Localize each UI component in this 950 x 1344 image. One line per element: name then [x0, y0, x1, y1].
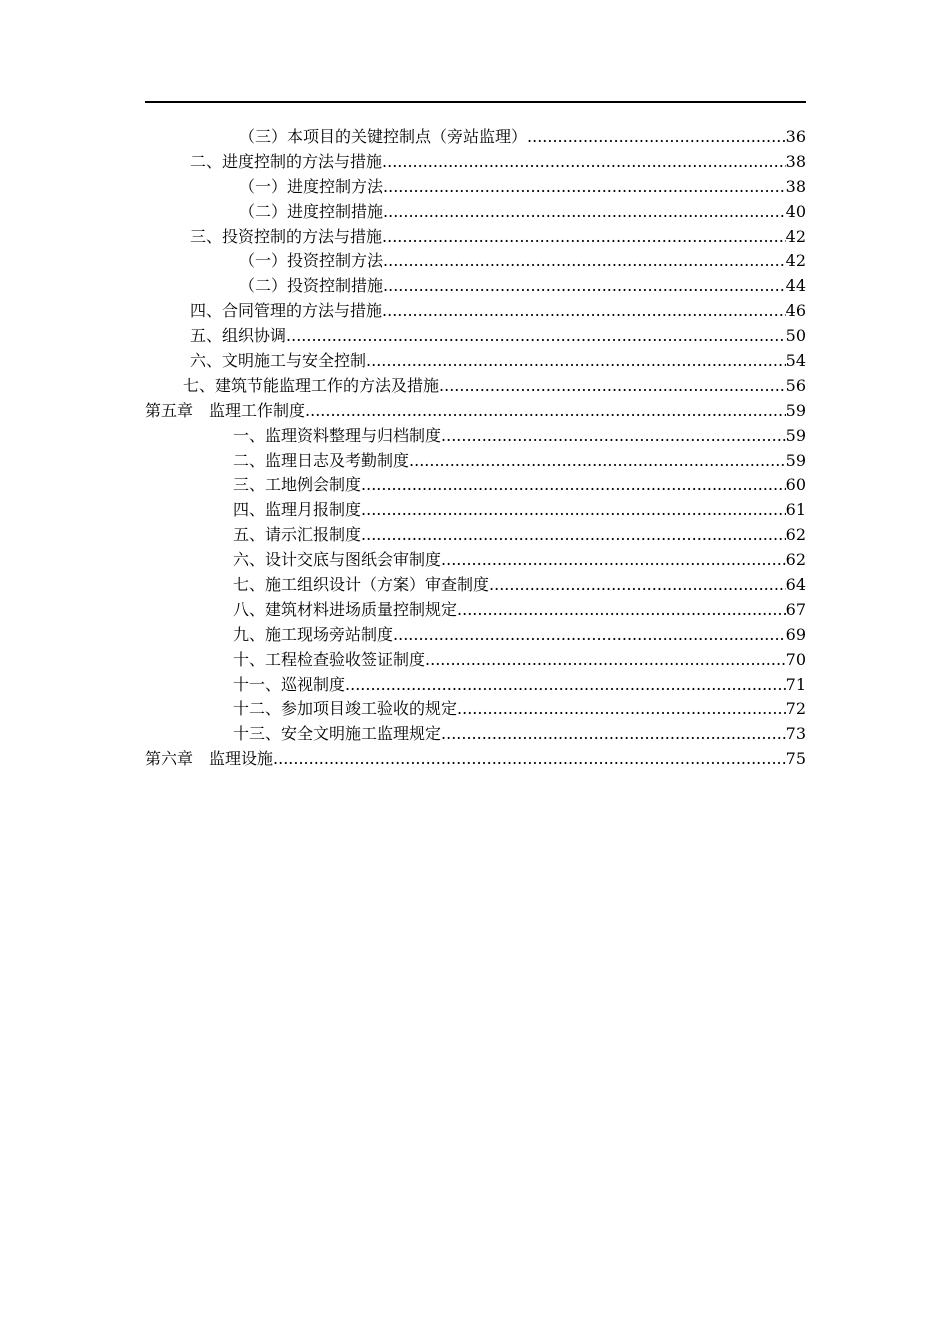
toc-dot-leader — [382, 299, 786, 324]
toc-entry-label: 第五章 监理工作制度 — [145, 400, 306, 420]
toc-entry[interactable] — [0, 274, 806, 299]
toc-dot-leader — [457, 598, 786, 623]
toc-dot-leader — [393, 623, 786, 648]
toc-entry[interactable] — [0, 324, 806, 349]
toc-dot-leader — [383, 200, 786, 225]
toc-entry[interactable] — [0, 150, 806, 175]
toc-entry-label: 八、建筑材料进场质量控制规定 — [233, 599, 458, 619]
toc-entry-label: 四、合同管理的方法与措施 — [190, 301, 383, 321]
toc-entry[interactable] — [0, 697, 806, 722]
toc-entry-label: 六、设计交底与图纸会审制度 — [233, 550, 442, 570]
toc-dot-leader — [366, 349, 786, 374]
toc-dot-leader — [457, 697, 786, 722]
toc-dot-leader — [383, 175, 786, 200]
toc-entry-label: 二、监理日志及考勤制度 — [233, 450, 410, 470]
toc-dot-leader — [286, 324, 786, 349]
toc-entry-page: 75 — [786, 747, 806, 772]
toc-dot-leader — [273, 747, 786, 772]
toc-entry[interactable] — [0, 498, 806, 523]
toc-entry-page: 59 — [786, 424, 806, 449]
toc-entry-page: 71 — [786, 673, 806, 698]
toc-dot-leader — [361, 473, 786, 498]
toc-entry-page: 61 — [786, 498, 806, 523]
toc-entry-label: 五、请示汇报制度 — [233, 525, 362, 545]
toc-entry[interactable] — [0, 200, 806, 225]
toc-entry[interactable] — [0, 573, 806, 598]
toc-dot-leader — [383, 274, 786, 299]
toc-entry[interactable] — [0, 548, 806, 573]
toc-entry-page: 59 — [786, 399, 806, 424]
table-of-contents — [0, 125, 950, 772]
toc-entry[interactable] — [0, 175, 806, 200]
toc-entry-label: 七、建筑节能监理工作的方法及措施 — [183, 375, 440, 395]
toc-entry-page: 67 — [786, 598, 806, 623]
toc-entry[interactable] — [0, 249, 806, 274]
toc-entry-label: 三、工地例会制度 — [233, 475, 362, 495]
toc-dot-leader — [441, 424, 786, 449]
toc-entry-page: 73 — [786, 722, 806, 747]
toc-entry[interactable] — [0, 722, 806, 747]
toc-entry-label: 四、监理月报制度 — [233, 500, 362, 520]
toc-dot-leader — [409, 449, 786, 474]
toc-entry[interactable] — [0, 424, 806, 449]
toc-entry[interactable] — [0, 349, 806, 374]
toc-entry-label: 六、文明施工与安全控制 — [190, 351, 367, 371]
toc-entry-page: 40 — [786, 200, 806, 225]
toc-entry[interactable] — [0, 473, 806, 498]
toc-entry-label: 第六章 监理设施 — [145, 749, 274, 769]
toc-dot-leader — [345, 673, 786, 698]
toc-entry-label: 五、组织协调 — [190, 326, 287, 346]
toc-entry-page: 60 — [786, 473, 806, 498]
toc-entry[interactable] — [0, 648, 806, 673]
toc-entry-page: 50 — [786, 324, 806, 349]
toc-dot-leader — [382, 225, 786, 250]
toc-entry[interactable] — [0, 623, 806, 648]
toc-entry-page: 42 — [786, 225, 806, 250]
toc-entry-page: 36 — [786, 125, 806, 150]
toc-entry[interactable] — [0, 374, 806, 399]
toc-entry[interactable] — [0, 449, 806, 474]
toc-entry-label: 十二、参加项目竣工验收的规定 — [233, 699, 458, 719]
toc-dot-leader — [383, 249, 786, 274]
toc-entry[interactable] — [0, 125, 806, 150]
toc-entry-label: 三、投资控制的方法与措施 — [190, 226, 383, 246]
toc-dot-leader — [441, 722, 786, 747]
toc-entry-label: （二）投资控制措施 — [239, 276, 384, 296]
toc-entry[interactable] — [0, 523, 806, 548]
toc-entry[interactable] — [0, 598, 806, 623]
toc-entry-label: 七、施工组织设计（方案）审查制度 — [233, 575, 490, 595]
toc-entry-page: 62 — [786, 523, 806, 548]
toc-entry-page: 38 — [786, 175, 806, 200]
toc-entry-label: （一）进度控制方法 — [239, 176, 384, 196]
toc-entry-page: 54 — [786, 349, 806, 374]
header-rule — [145, 101, 806, 103]
toc-entry-page: 59 — [786, 449, 806, 474]
toc-dot-leader — [489, 573, 786, 598]
toc-entry-page: 62 — [786, 548, 806, 573]
toc-entry-label: （三）本项目的关键控制点（旁站监理） — [239, 127, 528, 146]
toc-entry-page: 70 — [786, 648, 806, 673]
toc-chapter-entry[interactable] — [0, 399, 806, 424]
toc-entry-label: （二）进度控制措施 — [239, 201, 384, 221]
toc-entry-page: 64 — [786, 573, 806, 598]
toc-dot-leader — [527, 125, 786, 150]
toc-entry-label: 二、进度控制的方法与措施 — [190, 151, 383, 171]
toc-entry-page: 38 — [786, 150, 806, 175]
toc-entry-page: 69 — [786, 623, 806, 648]
toc-entry-page: 56 — [786, 374, 806, 399]
toc-dot-leader — [382, 150, 786, 175]
toc-entry[interactable] — [0, 225, 806, 250]
toc-entry-page: 46 — [786, 299, 806, 324]
toc-entry-label: 九、施工现场旁站制度 — [233, 624, 394, 644]
toc-entry-page: 44 — [786, 274, 806, 299]
toc-chapter-entry[interactable] — [0, 747, 806, 772]
toc-entry-label: 一、监理资料整理与归档制度 — [233, 425, 442, 445]
toc-dot-leader — [305, 399, 786, 424]
toc-entry-label: 十一、巡视制度 — [233, 674, 346, 694]
toc-entry[interactable] — [0, 299, 806, 324]
toc-entry-page: 72 — [786, 697, 806, 722]
toc-dot-leader — [425, 648, 786, 673]
toc-entry[interactable] — [0, 673, 806, 698]
toc-dot-leader — [439, 374, 786, 399]
toc-entry-label: （一）投资控制方法 — [239, 251, 384, 271]
toc-entry-label: 十三、安全文明施工监理规定 — [233, 724, 442, 744]
toc-dot-leader — [361, 498, 786, 523]
toc-entry-label: 十、工程检查验收签证制度 — [233, 649, 426, 669]
toc-entry-page: 42 — [786, 249, 806, 274]
toc-dot-leader — [441, 548, 786, 573]
toc-dot-leader — [361, 523, 786, 548]
